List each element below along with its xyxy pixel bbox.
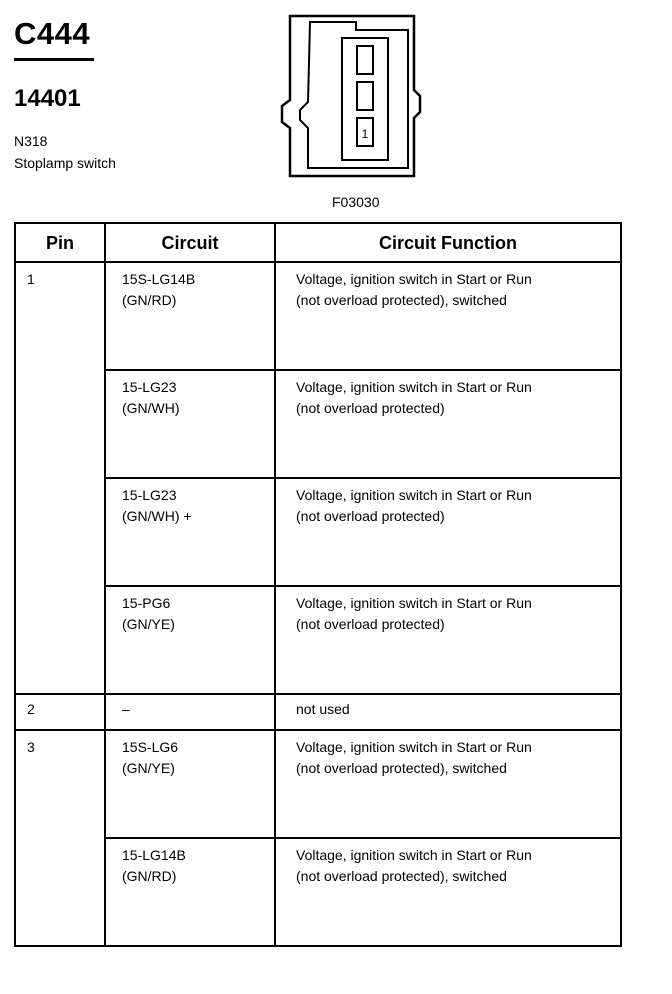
table-row	[15, 838, 621, 946]
function-cell	[275, 730, 621, 838]
table-row	[15, 370, 621, 478]
pin-number: 2	[27, 701, 35, 717]
connector-title: C444	[14, 16, 91, 51]
function-cell	[275, 478, 621, 586]
function-cell	[275, 262, 621, 370]
circuit-cell	[105, 478, 275, 586]
circuit-cell	[105, 838, 275, 946]
function-line: (not overload protected), switched	[296, 292, 507, 308]
wire-color: (GN/WH)	[122, 400, 180, 416]
pin-table-header	[15, 223, 621, 262]
circuit-cell	[105, 694, 275, 730]
function-line: (not overload protected)	[296, 616, 445, 632]
function-line: (not overload protected)	[296, 400, 445, 416]
circuit-id: 15S-LG6	[122, 739, 179, 755]
pin-cell	[15, 694, 105, 730]
circuit-id: 15S-LG14B	[122, 271, 196, 287]
connector-inner-housing	[300, 22, 408, 168]
pin-number: 3	[27, 739, 35, 755]
circuit-cell	[105, 586, 275, 694]
function-line: Voltage, ignition switch in Start or Run	[296, 487, 532, 503]
component-code: N318	[14, 133, 48, 149]
circuit-id: 15-PG6	[122, 595, 171, 611]
function-line: (not overload protected), switched	[296, 760, 507, 776]
terminal-cavity-2	[357, 82, 373, 110]
figure-id: F03030	[332, 194, 380, 210]
table-row	[15, 262, 621, 370]
title-underline	[14, 58, 94, 61]
wire-color: (GN/RD)	[122, 292, 177, 308]
pin-number: 1	[27, 271, 35, 287]
component-name: Stoplamp switch	[14, 155, 116, 171]
wire-color: (GN/WH) +	[122, 508, 192, 524]
table-row	[15, 730, 621, 838]
function-cell	[275, 838, 621, 946]
function-line: (not overload protected), switched	[296, 868, 507, 884]
circuit-id: 15-LG14B	[122, 847, 186, 863]
function-line: Voltage, ignition switch in Start or Run	[296, 739, 532, 755]
table-row	[15, 694, 621, 730]
terminal-cavity-3	[357, 46, 373, 74]
function-cell	[275, 370, 621, 478]
connector-outer-shell	[282, 16, 420, 176]
table-row	[15, 478, 621, 586]
function-line: not used	[296, 701, 350, 717]
function-line: Voltage, ignition switch in Start or Run	[296, 379, 532, 395]
circuit-id: –	[122, 701, 130, 717]
pin-cell	[15, 262, 105, 694]
function-line: Voltage, ignition switch in Start or Run	[296, 271, 532, 287]
pin-cell	[15, 730, 105, 946]
header-pin: Pin	[15, 223, 105, 262]
connector-face-diagram	[280, 8, 430, 188]
wire-color: (GN/YE)	[122, 760, 175, 776]
circuit-id: 15-LG23	[122, 379, 177, 395]
header-circuit: Circuit	[105, 223, 275, 262]
wire-color: (GN/YE)	[122, 616, 175, 632]
part-number: 14401	[14, 85, 81, 112]
wire-color: (GN/RD)	[122, 868, 177, 884]
circuit-cell	[105, 370, 275, 478]
circuit-cell	[105, 730, 275, 838]
function-line: (not overload protected)	[296, 508, 445, 524]
function-cell	[275, 694, 621, 730]
cavity-1-label: 1	[361, 127, 369, 141]
function-line: Voltage, ignition switch in Start or Run	[296, 595, 532, 611]
connector-cavity-shroud	[342, 38, 388, 160]
function-line: Voltage, ignition switch in Start or Run	[296, 847, 532, 863]
header-circuit-function: Circuit Function	[275, 223, 621, 262]
table-row	[15, 586, 621, 694]
function-cell	[275, 586, 621, 694]
circuit-id: 15-LG23	[122, 487, 177, 503]
pin-table	[14, 222, 622, 947]
circuit-cell	[105, 262, 275, 370]
